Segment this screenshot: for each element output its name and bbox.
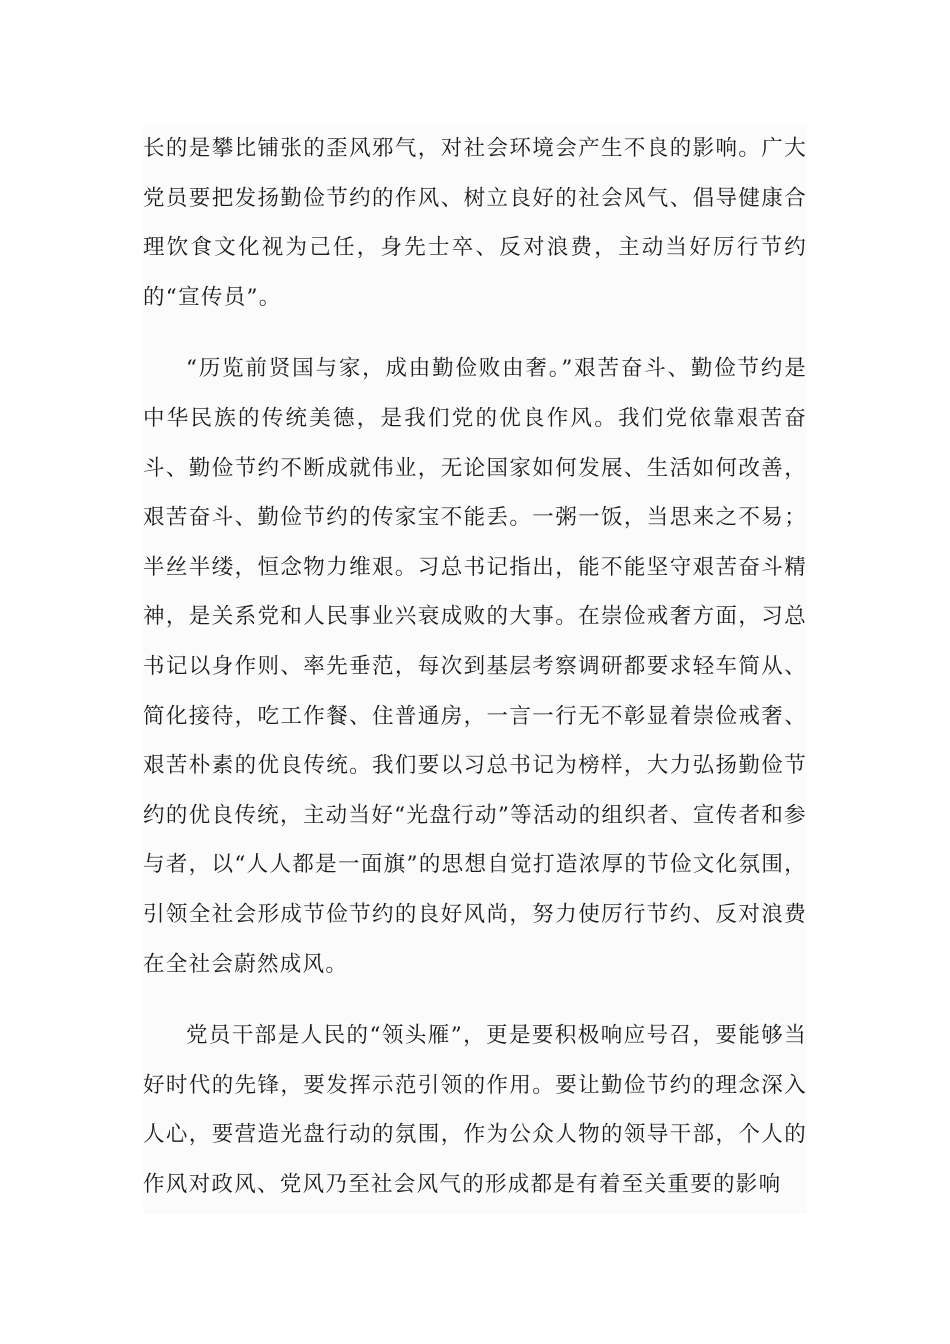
paragraph-spacer	[143, 322, 807, 344]
document-body	[143, 124, 807, 1214]
paragraph-3: 党员干部是人民的“领头雁”，更是要积极响应号召，要能够当好时代的先锋，要发挥示范引领的作用。要让勤俭节约的理念深入人心，要营造光盘行动的氛围，作为公众人物的领导干部，个人的作风对政风、党风乃至社会风气的形成都是有着至关重要的影响	[143, 1023, 807, 1197]
paragraph-1: 长的是攀比铺张的歪风邪气，对社会环境会产生不良的影响。广大党员要把发扬勤俭节约的作风、树立良好的社会风气、倡导健康合理饮食文化视为己任，身先士卒、反对浪费，主动当好厉行节约的“宣传员”。	[143, 136, 807, 310]
paragraph-spacer	[143, 989, 807, 1011]
paragraph-2: “历览前贤国与家，成由勤俭败由奢。”艰苦奋斗、勤俭节约是中华民族的传统美德，是我们党的优良作风。我们党依靠艰苦奋斗、勤俭节约不断成就伟业，无论国家如何发展、生活如何改善，艰苦奋斗、勤俭节约的传家宝不能丢。一粥一饭，当思来之不易；半丝半缕，恒念物力维艰。习总书记指出，能不能坚守艰苦奋斗精神，是关系党和人民事业兴衰成败的大事。在崇俭戒奢方面，习总书记以身作则、率先垂范，每次到基层考察调研都要求轻车简从、简化接待，吃工作餐、住普通房，一言一行无不彰显着崇俭戒奢、艰苦朴素的优良传统。我们要以习总书记为榜样，大力弘扬勤俭节约的优良传统，主动当好“光盘行动”等活动的组织者、宣传者和参与者，以“人人都是一面旗”的思想自觉打造浓厚的节俭文化氛围，引领全社会形成节俭节约的良好风尚，努力使厉行节约、反对浪费在全社会蔚然成风。	[143, 356, 807, 977]
